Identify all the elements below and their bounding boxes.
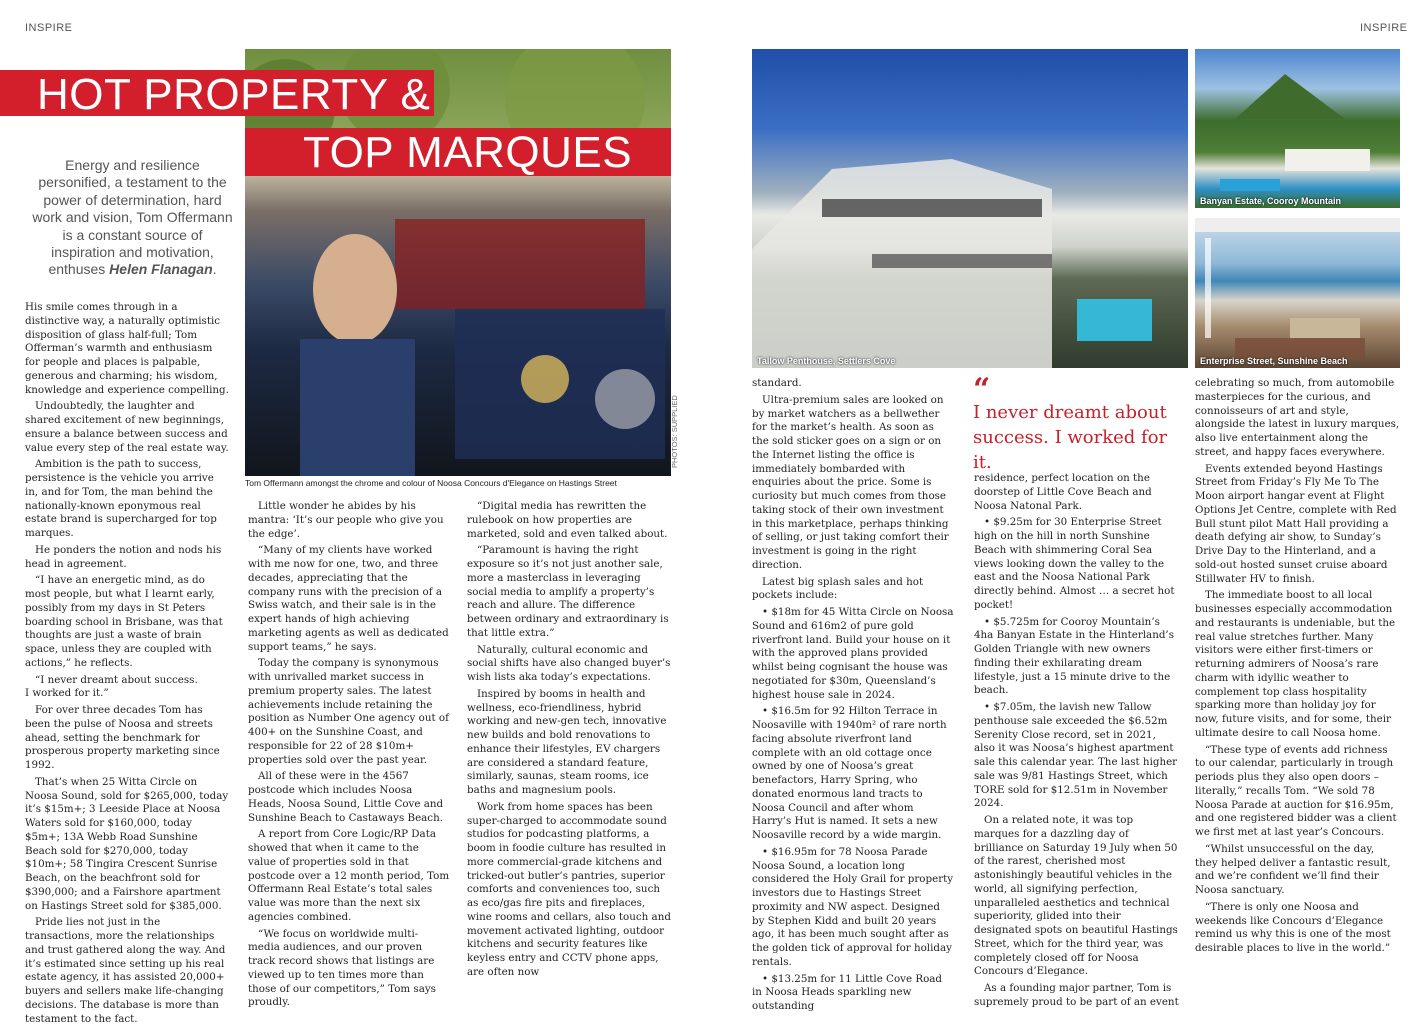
caption-enterprise: Enterprise Street, Sunshine Beach [1200, 356, 1348, 366]
paragraph: The immediate boost to all local businesses especially accommodation and restaurants is undeniable, but the real value stretches further. Many visitors were either first-timers or returning admirers of Noosa’s rare charm with idyllic weather to complement top class hospitality sparking more than holiday joy for now, future visits, and for some, their ultimate desire to call Noosa home. [1195, 589, 1396, 739]
headline-line-1: HOT PROPERTY & [37, 70, 431, 119]
column-4 [752, 377, 954, 1017]
folio-left: INSPIRE [25, 22, 73, 34]
paragraph: Today the company is synonymous with unrivalled market success in premium property sales. The latest achievements include retaining the position as Number One agency out of 400+ on the Sunshine Coast, and responsible for 22 of 28 $10m+ properties sold over the past year. [248, 657, 449, 766]
column-1 [25, 301, 229, 1029]
penthouse-illustration [752, 49, 1188, 368]
paragraph: “Whilst unsuccessful on the day, they helped deliver a fantastic result, and we’re confident we’ll find their Noosa sanctuary. [1195, 842, 1391, 896]
paragraph: That’s when 25 Witta Circle on Noosa Sound, sold for $265,000, today it’s $15m+; 3 Leeside Place at Noosa Waters sold for $160,000, today $5m+; 13A Webb Road Sunshine Beach sold for $270,000, today $10m+; 58 Tingira Crescent Sunrise Beach, on the beachfront sold for $390,000; and a Fairshore apartment on Hastings Street sold for $385,000. [25, 775, 229, 912]
paragraph: • $16.95m for 78 Noosa Parade Noosa Sound, a location long considered the Holy Grail for property investors due to Hastings Street proximity and NW aspect. Designed by Stephen Kidd and built 20 years ago, it has been much sought after as the golden tick of approval for holiday rentals. [752, 845, 954, 968]
column-2 [248, 500, 450, 1013]
paragraph: He ponders the notion and nods his head in agreement. [25, 543, 222, 570]
paragraph: • $16.5m for 92 Hilton Terrace in Noosaville with 1940m² of rare north facing absolute riverfront land complete with an old cottage once owned by one of Noosa’s great benefactors, Harry Spring, who donated enormous land tracts to Noosa Council and after whom Harry’s Hut is named. It sets a new Noosaville record by a wide margin. [752, 705, 947, 841]
paragraph: “I have an energetic mind, as do most people, but what I learnt early, possibly from my days in St Peters boarding school in Brisbane, was that thoughts are just a waste of brain space, unless they are coupled with actions,” he reflects. [25, 574, 223, 669]
paragraph: Ultra-premium sales are looked on by market watchers as a bellwether for the market’s health. As soon as the sold sticker goes on a sign or on the Internet listing the office is immediately bombarded with enquiries about the price. Some is curiosity but much comes from those taking stock of their own investment in this marketplace, perhaps thinking of selling, or just taking comfort their investment is going in the right direction. [752, 393, 949, 571]
standfirst-text: Energy and resilience personified, a testament to the power of determination, hard work and vision, Tom Offermann is a constant source of inspiration and motivation, enthuses [32, 157, 233, 278]
paragraph: Events extended beyond Hastings Street from Friday’s Fly Me To The Moon airport hangar event at Flight Options Jet Centre, complete with Red Bull stunt pilot Matt Hall providing a death defying air show, to Sunday’s Drive Day to the Hinterland, and a sold-out hosted sunset cruise aboard Stillwater HV to finish. [1195, 462, 1397, 585]
column-6 [1195, 377, 1400, 959]
paragraph: “Digital media has rewritten the rulebook on how properties are marketed, sold and even talked about. [467, 500, 668, 540]
paragraph: “Many of my clients have worked with me now for one, two, and three decades, appreciating that the company runs with the precision of a Swiss watch, and their sale is in the expert hands of high achieving marketing agents as well as dedicated support teams,” he says. [248, 544, 449, 653]
paragraph: All of these were in the 4567 postcode which includes Noosa Heads, Noosa Sound, Little Cove and Sunshine Beach to Castaways Beach. [248, 770, 444, 824]
main-photo-caption: Tom Offermann amongst the chrome and colour of Noosa Concours d'Elegance on Hastings Street [245, 478, 617, 488]
pull-quote [973, 372, 1183, 475]
banyan-illustration [1195, 49, 1400, 208]
paragraph: “Paramount is having the right exposure so it’s not just another sale, more a masterclass in leveraging social media to amplify a property’s reach and allure. The difference between ordinary and extraordinary is that little extra.” [467, 544, 669, 639]
paragraph: celebrating so much, from automobile masterpieces for the curious, and connoisseurs of art and style, alongside the latest in luxury marques, also live entertainment along the street, and happy faces everywhere. [1195, 377, 1400, 458]
paragraph: A report from Core Logic/RP Data showed that when it came to the value of properties sold in that postcode over a 12 month period, Tom Offermann Real Estate’s total sales value was more than the next six agencies combined. [248, 828, 450, 923]
paragraph: • $18m for 45 Witta Circle on Noosa Sound and 616m2 of pure gold riverfront land. Build your house on it with the approved plans provided whilst being cognisant the house was negotiated for $30m, Queensland’s highest house sale in 2024. [752, 606, 954, 701]
photo-banyan-estate [1195, 49, 1400, 208]
paragraph: “There is only one Noosa and weekends like Concours d’Elegance remind us why this is one of the most desirable places to live in the world.” [1195, 900, 1391, 954]
caption-banyan: Banyan Estate, Cooroy Mountain [1200, 196, 1342, 206]
paragraph: Ambition is the path to success, persistence is the vehicle you arrive in, and for Tom, the man behind the nationally-known eponymous real estate brand is supercharged for top marques. [25, 458, 217, 539]
paragraph: Inspired by booms in health and wellness, eco-friendliness, hybrid working and new-gen tech, innovative new builds and bold renovations to enhance their lifestyles, EV chargers are considered a standard feature, similarly, saunas, steam rooms, ice baths and magnesium pools. [467, 687, 667, 796]
caption-penthouse: Tallow Penthouse, Settlers Cove [757, 356, 896, 366]
paragraph: I worked for it.” [25, 687, 109, 700]
paragraph: • $9.25m for 30 Enterprise Street high on the hill in north Sunshine Beach with shimmering Coral Sea views looking down the valley to the east and the Noosa National Park directly behind. Almost … a secret hot pocket! [974, 516, 1175, 611]
paragraph: Pride lies not just in the transactions, more the relationships and trust gathered along the way. And it’s estimated since setting up his real estate agency, it has assisted 20,000+ buyers and sellers make life-changing decisions. The database is more than testament to the fact. [25, 916, 226, 1025]
paragraph: • $13.25m for 11 Little Cove Road in Noosa Heads sparkling new outstanding [752, 972, 943, 1012]
paragraph: Latest big splash sales and hot pockets include: [752, 575, 924, 602]
headline-line-2: TOP MARQUES [303, 128, 633, 177]
paragraph: As a founding major partner, Tom is supremely proud to be part of an event [974, 982, 1179, 1008]
paragraph: Work from home spaces has been super-charged to accommodate sound studios for podcasting platforms, a boom in foodie culture has resulted in more commercial-grade kitchens and tricked-out butler’s pantries, superior comforts and conveniences too, such as eco/gas fire pits and fireplaces, wine rooms and cellars, also touch and movement activated lighting, outdoor kitchens and security features like keyless entry and CCTV phone apps, are often now [467, 800, 671, 978]
column-3 [467, 500, 671, 983]
paragraph: On a related note, it was top marques for a dazzling day of brilliance on Saturday 19 July when 50 of the rarest, cherished most astonishingly beautiful vehicles in the world, all signifying perfection, unparalleled aesthetics and technical superiority, glided into their designated spots on beautiful Hastings Street, which for the third year, was completely closed off for Noosa Concours d’Elegance. [974, 814, 1178, 978]
folio-right: INSPIRE [1360, 22, 1408, 34]
paragraph: Naturally, cultural economic and social shifts have also changed buyer’s wish lists aka today’s expectations. [467, 643, 671, 683]
paragraph: residence, perfect location on the doorstep of Little Cove Beach and Noosa Natonal Park. [974, 472, 1152, 512]
standfirst-author: Helen Flanagan [109, 261, 213, 278]
paragraph: • $5.725m for Cooroy Mountain’s 4ha Banyan Estate in the Hinterland’s Golden Triangle with new owners finding their exhilarating dream lifestyle, just a 15 minute drive to the beach. [974, 615, 1174, 697]
paragraph: Undoubtedly, the laughter and shared excitement of new beginnings, ensure a balance between success and value every step of the real estate way. [25, 400, 229, 454]
paragraph: “We focus on worldwide multi-media audiences, and our proven track record shows that listings are viewed up to ten times more than those of our competitors,” Tom says proudly. [248, 927, 436, 1009]
paragraph: • $7.05m, the lavish new Tallow penthouse sale exceeded the $6.52m Serenity Close record, set in 2021, also it was Noosa’s highest apartment sale this calendar year. The last higher sale was 9/81 Hastings Street, which TORE sold for $12.51m in November 2024. [974, 701, 1178, 810]
photo-credit: PHOTOS: SUPPLIED [670, 395, 679, 468]
paragraph: Little wonder he abides by his mantra: ‘It’s our people who give you the edge’. [248, 500, 444, 540]
paragraph: standard. [752, 377, 802, 389]
photo-tallow-penthouse [752, 49, 1188, 368]
quote-mark: “ [973, 372, 991, 407]
paragraph: For over three decades Tom has been the pulse of Noosa and streets ahead, setting the benchmark for prosperous property marketing since 1992. [25, 704, 220, 771]
paragraph: “I never dreamt about success. [35, 673, 198, 686]
paragraph: His smile comes through in a distinctive way, a naturally optimistic disposition of glass half-full; Tom Offerman’s warmth and enthusiasm for people and places is palpable, generous and charming; his wisdom, knowledge and experience compelling. [25, 301, 229, 396]
standfirst [30, 157, 235, 279]
photo-enterprise-street [1195, 218, 1400, 368]
column-5 [974, 472, 1179, 1013]
enterprise-illustration [1195, 218, 1400, 368]
paragraph: “These type of events add richness to our calendar, particularly in trough periods plus they also open doors – literally,” recalls Tom. “We sold 78 Noosa Parade at auction for $16.95m, and one registered bidder was a client we first met at last year’s Concours. [1195, 743, 1397, 838]
standfirst-end: . [212, 261, 217, 278]
quote-text: I never dreamt about success. I worked for it. [973, 402, 1168, 473]
